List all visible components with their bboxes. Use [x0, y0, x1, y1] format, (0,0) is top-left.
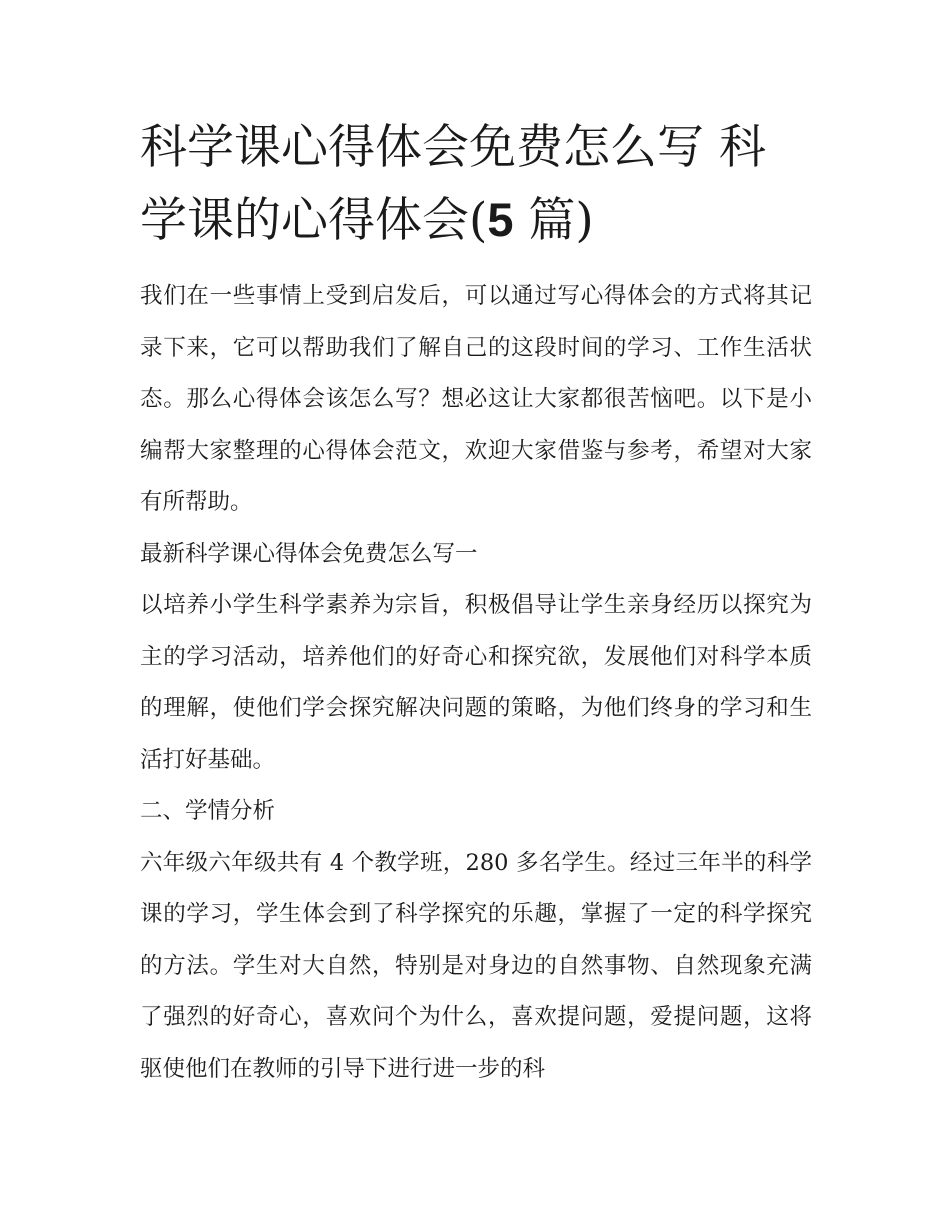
section1-paragraph: 以培养小学生科学素养为宗旨，积极倡导让学生亲身经历以探究为主的学习活动，培养他们的好奇心和探究欲，发展他们对科学本质的理解，使他们学会探究解决问题的策略，为他们终身的学习和生活打好基础。: [140, 592, 812, 773]
document-content: [140, 112, 812, 1095]
title-end: 篇): [513, 193, 594, 248]
section1-heading: 最新科学课心得体会免费怎么写一: [140, 540, 478, 567]
document-title: [140, 112, 812, 257]
section2-heading: 二、学情分析: [140, 798, 276, 824]
section2-paragraph: 六年级六年级共有 4 个教学班，280 多名学生。经过三年半的科学课的学习，学生体会到了科学探究的乐趣，掌握了一定的科学探究的方法。学生对大自然，特别是对身边的自然事物、自然现象充满了强烈的好奇心，喜欢问个为什么，喜欢提问题，爱提问题，这将驱使他们在教师的引导下进行进一步的科: [140, 849, 812, 1082]
title-number: 5: [487, 193, 514, 246]
title-main: 科学课心得体会免费怎么写 科学课的心得体会(: [140, 120, 766, 248]
intro-paragraph: 我们在一些事情上受到启发后，可以通过写心得体会的方式将其记录下来，它可以帮助我们了解自己的这段时间的学习、工作生活状态。那么心得体会该怎么写？想必这让大家都很苦恼吧。以下是小编帮大家整理的心得体会范文，欢迎大家借鉴与参考，希望对大家有所帮助。: [140, 283, 812, 515]
